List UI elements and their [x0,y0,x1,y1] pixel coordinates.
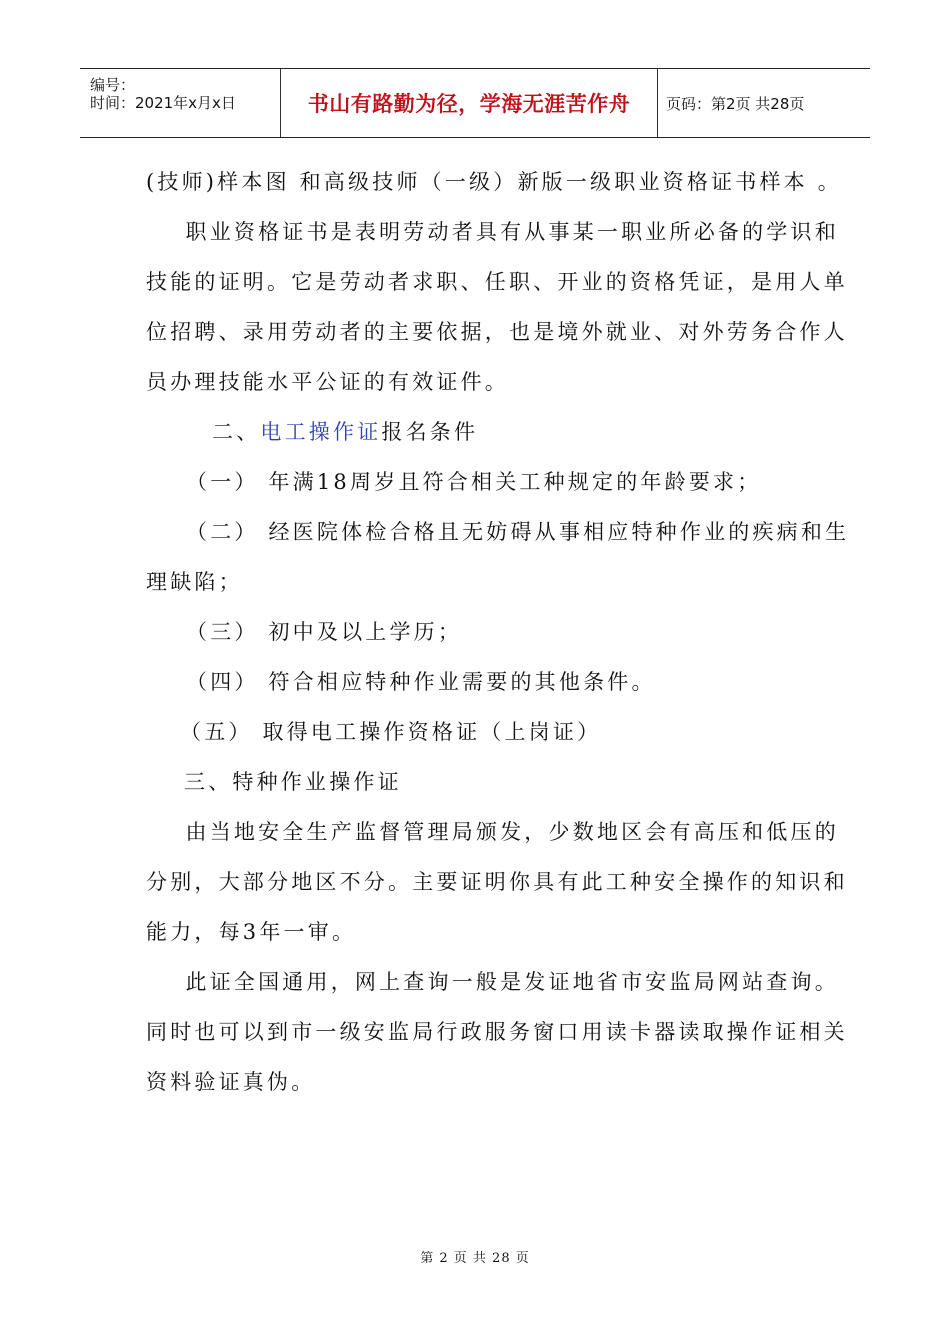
condition-item-continuation: 理缺陷； [146,570,243,594]
intro-line: (技师)样本图 和高级技师（一级）新版一级职业资格证书样本 。 [146,170,842,194]
paragraph-line: 由当地安全生产监督管理局颁发，少数地区会有高压和低压的 [146,820,839,844]
condition-item: （五） 取得电工操作资格证（上岗证） [180,720,602,744]
paragraph-line: 职业资格证书是表明劳动者具有从事某一职业所必备的学识和 [146,220,839,244]
paragraph-line: 同时也可以到市一级安监局行政服务窗口用读卡器读取操作证相关 [146,1020,848,1044]
header-page-cell [658,69,870,137]
header-motto: 书山有路勤为径，学海无涯苦作舟 [307,92,631,116]
header-meta [80,69,281,137]
paragraph-line: 位招聘、录用劳动者的主要依据，也是境外就业、对外劳务合作人 [146,320,848,344]
page-footer: 第 2 页 共 28 页 [420,1251,530,1266]
condition-item: （三） 初中及以上学历； [186,620,463,644]
header-page-info: 页码：第2页 共28页 [666,94,805,113]
paragraph-line: 分别，大部分地区不分。主要证明你具有此工种安全操作的知识和 [146,870,848,894]
document-date: 时间：2021年x月x日 [90,94,236,112]
paragraph-line: 此证全国通用，网上查询一般是发证地省市安监局网站查询。 [146,970,839,994]
paragraph-line: 能力，每3年一审。 [146,920,357,944]
document-number-label: 编号： [90,76,136,94]
section-heading-3: 三、特种作业操作证 [184,770,402,794]
paragraph-line: 技能的证明。它是劳动者求职、任职、开业的资格凭证，是用人单 [146,270,848,294]
paragraph-line: 员办理技能水平公证的有效证件。 [146,370,509,394]
electrician-certificate-link[interactable]: 电工操作证 [260,420,382,444]
header-motto-cell [281,69,658,137]
section-2-prefix: 二、 [212,420,261,444]
section-heading-2 [212,422,478,443]
condition-item: （二） 经医院体检合格且无妨碍从事相应特种作业的疾病和生 [186,520,850,544]
condition-item: （四） 符合相应特种作业需要的其他条件。 [186,670,656,694]
document-header [80,68,870,138]
condition-item: （一） 年满18周岁且符合相关工种规定的年龄要求； [186,470,762,494]
section-2-suffix: 报名条件 [381,420,479,444]
paragraph-line: 资料验证真伪。 [146,1070,316,1094]
